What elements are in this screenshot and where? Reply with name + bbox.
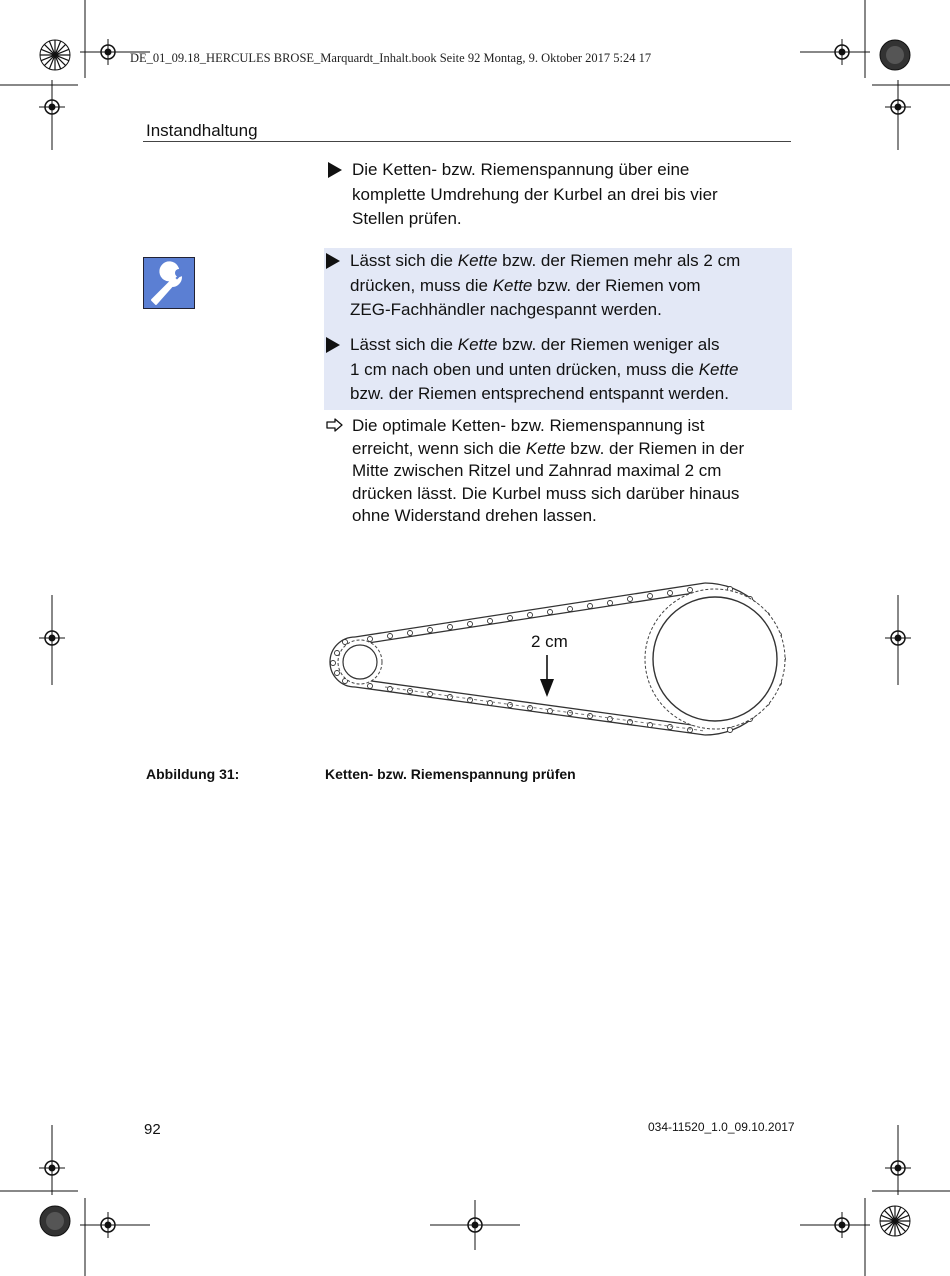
step-2-text bbox=[350, 249, 740, 323]
result-arrow-icon bbox=[326, 418, 344, 432]
step-2-line: ZEG-Fachhändler nachgespannt werden. bbox=[350, 300, 662, 319]
dimension-label: 2 cm bbox=[531, 632, 568, 651]
step-1-text bbox=[352, 158, 718, 232]
result-text bbox=[352, 415, 744, 528]
chain-tension-figure bbox=[325, 575, 795, 745]
figure-caption-text: Ketten- bzw. Riemenspannung prüfen bbox=[325, 766, 576, 782]
step-1-line: komplette Umdrehung der Kurbel an drei bis vier bbox=[352, 184, 718, 204]
triangle-bullet-icon bbox=[326, 337, 340, 353]
step-3-line: Lässt sich die Kette bzw. der Riemen weniger als bbox=[350, 335, 720, 354]
result-line: Die optimale Ketten- bzw. Riemenspannung ist bbox=[352, 416, 705, 435]
document-code: 034-11520_1.0_09.10.2017 bbox=[648, 1120, 795, 1134]
triangle-bullet-icon bbox=[328, 162, 342, 178]
heading-rule bbox=[143, 141, 791, 142]
result-line: erreicht, wenn sich die Kette bzw. der Riemen in der bbox=[352, 438, 745, 458]
step-3-line: bzw. der Riemen entsprechend entspannt werden. bbox=[350, 384, 729, 403]
step-2-line: Lässt sich die Kette bzw. der Riemen mehr als 2 cm bbox=[350, 251, 741, 270]
triangle-bullet-icon bbox=[326, 253, 340, 269]
result-line: drücken lässt. Die Kurbel muss sich darüber hinaus bbox=[352, 483, 740, 503]
wrench-icon bbox=[143, 257, 195, 309]
result-line: Mitte zwischen Ritzel und Zahnrad maximal 2 cm bbox=[352, 461, 722, 480]
step-3-line: 1 cm nach oben und unten drücken, muss die Kette bbox=[350, 359, 739, 379]
step-1-line: Stellen prüfen. bbox=[352, 209, 462, 228]
page-heading: Instandhaltung bbox=[146, 121, 258, 140]
result-line: ohne Widerstand drehen lassen. bbox=[352, 506, 597, 525]
page-number: 92 bbox=[144, 1121, 161, 1138]
step-1-line: Die Ketten- bzw. Riemenspannung über eine bbox=[352, 160, 690, 179]
step-3-text bbox=[350, 333, 738, 407]
step-2-line: drücken, muss die Kette bzw. der Riemen vom bbox=[350, 275, 701, 295]
print-header: DE_01_09.18_HERCULES BROSE_Marquardt_Inhalt.book Seite 92 Montag, 9. Oktober 2017 5:24 17 bbox=[130, 51, 652, 65]
figure-caption-label: Abbildung 31: bbox=[146, 766, 240, 782]
